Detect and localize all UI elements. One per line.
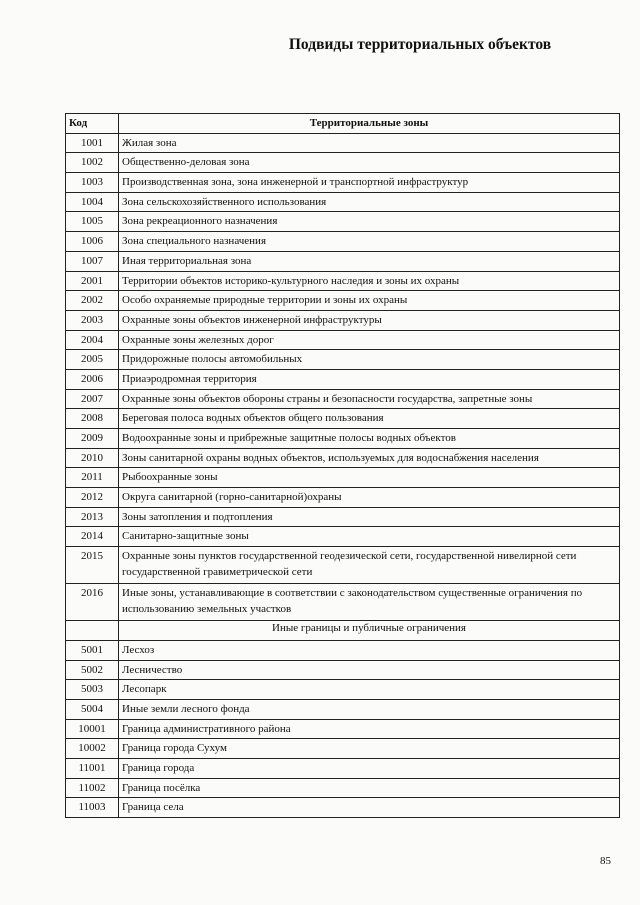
row-name: Зоны затопления и подтопления: [119, 507, 620, 527]
header-name: Территориальные зоны: [119, 114, 620, 134]
table-row: [66, 212, 620, 232]
row-code: 2001: [66, 271, 119, 291]
table-row: [66, 369, 620, 389]
row-code: 2002: [66, 291, 119, 311]
row-code: 11003: [66, 798, 119, 818]
row-code: 5004: [66, 699, 119, 719]
row-code: 5001: [66, 640, 119, 660]
section-code-empty: [66, 621, 119, 641]
table-row: [66, 133, 620, 153]
row-code: 5002: [66, 660, 119, 680]
row-name: Охранные зоны объектов обороны страны и безопасности государства, запретные зоны: [119, 389, 620, 409]
table-row: [66, 640, 620, 660]
row-name: Санитарно-защитные зоны: [119, 527, 620, 547]
row-name: Лесхоз: [119, 640, 620, 660]
table-row: [66, 527, 620, 547]
row-code: 2005: [66, 350, 119, 370]
row-name: Жилая зона: [119, 133, 620, 153]
row-name: Иная территориальная зона: [119, 251, 620, 271]
row-code: 2014: [66, 527, 119, 547]
row-name: Лесничество: [119, 660, 620, 680]
row-name: Береговая полоса водных объектов общего пользования: [119, 409, 620, 429]
row-code: 2008: [66, 409, 119, 429]
table-header: [66, 114, 620, 134]
table-row: [66, 251, 620, 271]
row-code: 2010: [66, 448, 119, 468]
row-name: Охранные зоны железных дорог: [119, 330, 620, 350]
territorial-subtypes-table: [65, 113, 620, 818]
row-code: 1006: [66, 232, 119, 252]
row-code: 2007: [66, 389, 119, 409]
table-row: [66, 350, 620, 370]
page-title: Подвиды территориальных объектов: [288, 36, 552, 53]
table-row: [66, 699, 620, 719]
row-code: 1002: [66, 153, 119, 173]
row-name: Граница города Сухум: [119, 739, 620, 759]
row-name: Производственная зона, зона инженерной и транспортной инфраструктур: [119, 173, 620, 193]
table-row: [66, 310, 620, 330]
row-code: 10001: [66, 719, 119, 739]
row-name: Зона специального назначения: [119, 232, 620, 252]
row-name: Иные земли лесного фонда: [119, 699, 620, 719]
table-row: [66, 153, 620, 173]
table-row: [66, 507, 620, 527]
row-name: Граница города: [119, 758, 620, 778]
row-name: Охранные зоны объектов инженерной инфраструктуры: [119, 310, 620, 330]
row-code: 2011: [66, 468, 119, 488]
row-name: Иные зоны, устанавливающие в соответствии с законодательством существенные ограничения по использованию земельных участков: [119, 584, 620, 621]
row-name: Округа санитарной (горно-санитарной)охраны: [119, 488, 620, 508]
section-row: [66, 621, 620, 641]
row-name: Граница посёлка: [119, 778, 620, 798]
row-name: Особо охраняемые природные территории и зоны их охраны: [119, 291, 620, 311]
row-code: 5003: [66, 680, 119, 700]
table-row: [66, 584, 620, 621]
table-row: [66, 330, 620, 350]
row-code: 2015: [66, 547, 119, 584]
row-code: 10002: [66, 739, 119, 759]
row-code: 2009: [66, 429, 119, 449]
row-code: 2006: [66, 369, 119, 389]
row-code: 2013: [66, 507, 119, 527]
table-row: [66, 739, 620, 759]
table-row: [66, 547, 620, 584]
table-row: [66, 192, 620, 212]
row-name: Водоохранные зоны и прибрежные защитные полосы водных объектов: [119, 429, 620, 449]
row-code: 2016: [66, 584, 119, 621]
row-name: Граница административного района: [119, 719, 620, 739]
section-heading: Иные границы и публичные ограничения: [119, 621, 620, 641]
row-name: Граница села: [119, 798, 620, 818]
row-name: Приаэродромная территория: [119, 369, 620, 389]
row-code: 1007: [66, 251, 119, 271]
table-row: [66, 680, 620, 700]
row-code: 2012: [66, 488, 119, 508]
row-code: 2003: [66, 310, 119, 330]
table-row: [66, 173, 620, 193]
row-code: 1005: [66, 212, 119, 232]
table-row: [66, 409, 620, 429]
table-row: [66, 468, 620, 488]
row-name: Лесопарк: [119, 680, 620, 700]
table-row: [66, 719, 620, 739]
table-row: [66, 389, 620, 409]
row-name: Рыбоохранные зоны: [119, 468, 620, 488]
table-row: [66, 660, 620, 680]
row-code: 1004: [66, 192, 119, 212]
table-row: [66, 271, 620, 291]
row-code: 11002: [66, 778, 119, 798]
row-code: 1003: [66, 173, 119, 193]
row-code: 2004: [66, 330, 119, 350]
table-row: [66, 488, 620, 508]
table-row: [66, 429, 620, 449]
table-row: [66, 778, 620, 798]
table-row: [66, 448, 620, 468]
table-row: [66, 798, 620, 818]
row-code: 1001: [66, 133, 119, 153]
row-name: Придорожные полосы автомобильных: [119, 350, 620, 370]
row-name: Зоны санитарной охраны водных объектов, используемых для водоснабжения населения: [119, 448, 620, 468]
row-name: Охранные зоны пунктов государственной геодезической сети, государственной нивелирной сети государственной гравиметрической сети: [119, 547, 620, 584]
row-name: Общественно-деловая зона: [119, 153, 620, 173]
row-name: Зона сельскохозяйственного использования: [119, 192, 620, 212]
row-name: Территории объектов историко-культурного наследия и зоны их охраны: [119, 271, 620, 291]
table-row: [66, 758, 620, 778]
row-code: 11001: [66, 758, 119, 778]
header-code: Код: [66, 114, 119, 134]
table-row: [66, 291, 620, 311]
table-row: [66, 232, 620, 252]
row-name: Зона рекреационного назначения: [119, 212, 620, 232]
page-number: 85: [600, 855, 611, 867]
